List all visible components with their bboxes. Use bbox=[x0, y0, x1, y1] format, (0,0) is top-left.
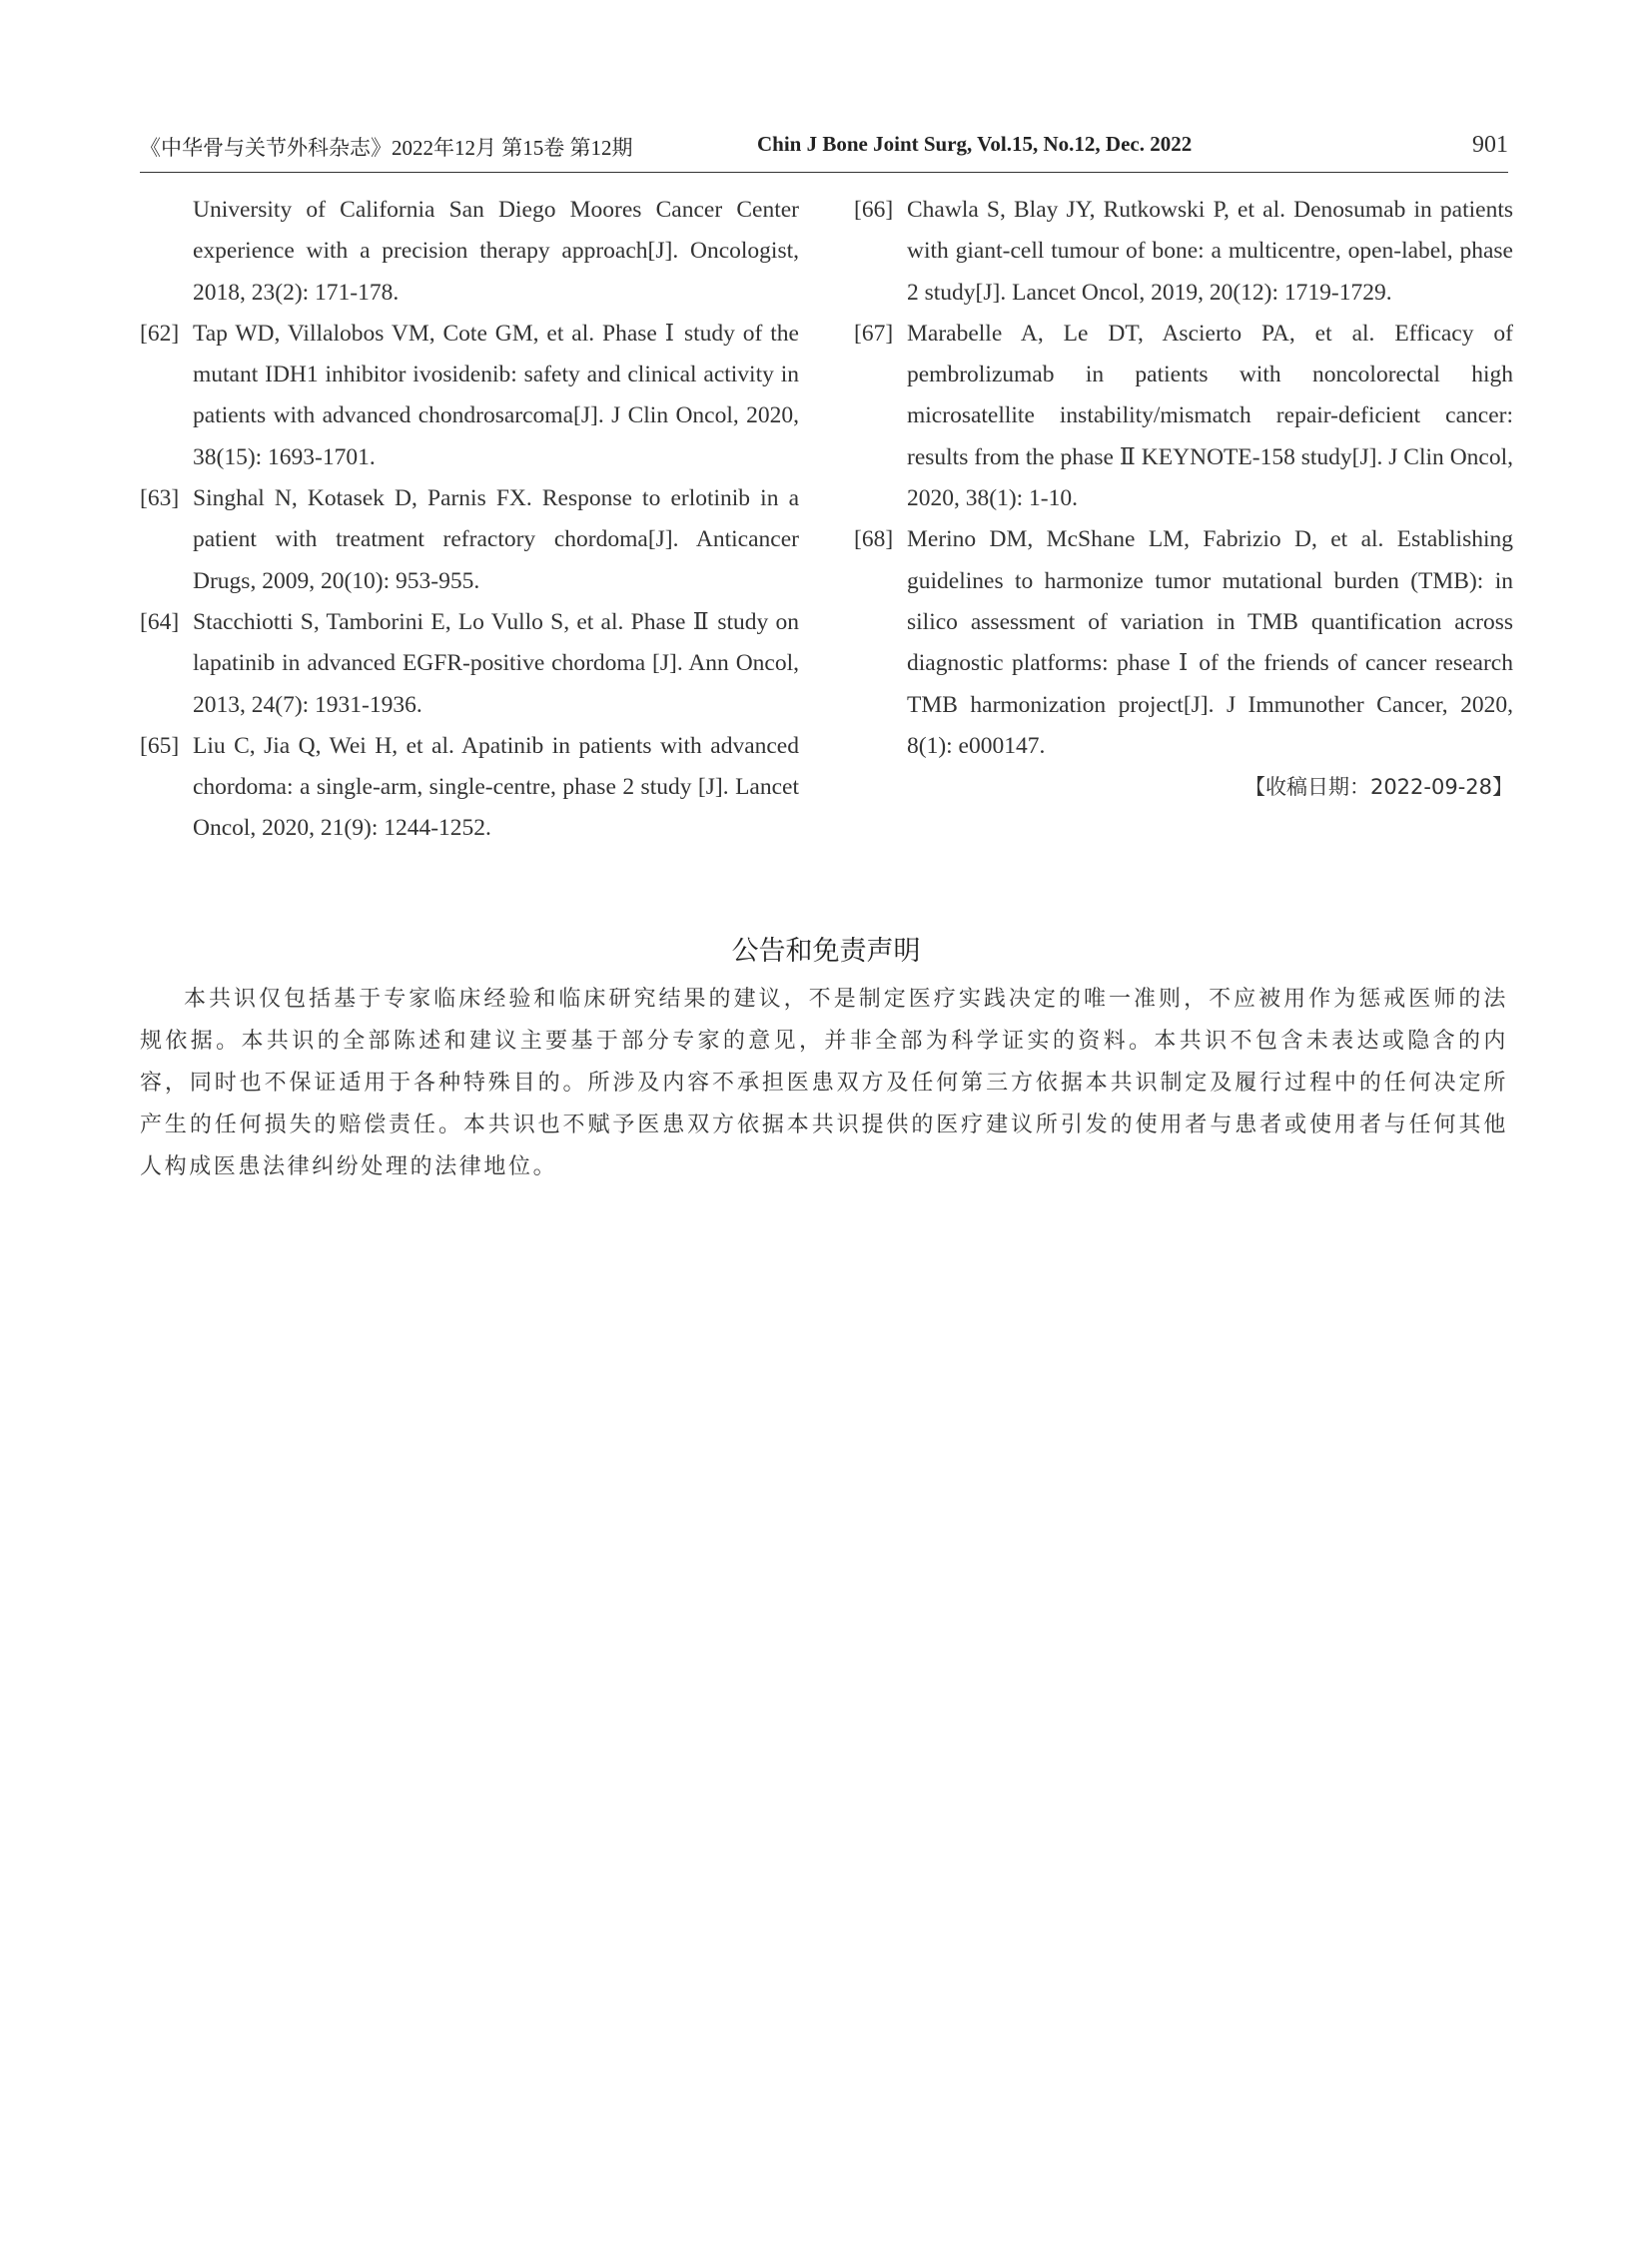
reference-number: [68] bbox=[854, 526, 894, 553]
page-header bbox=[140, 128, 1508, 173]
reference-68 bbox=[854, 519, 1513, 767]
reference-number: [62] bbox=[140, 320, 180, 347]
reference-66 bbox=[854, 190, 1513, 314]
reference-number: [63] bbox=[140, 485, 180, 512]
right-column bbox=[854, 190, 1513, 808]
reference-67 bbox=[854, 314, 1513, 519]
reference-number: [66] bbox=[854, 197, 894, 223]
reference-text: Merino DM, McShane LM, Fabrizio D, et al. Establishing guidelines to harmonize tumor mutational burden (TMB): in silico assessment of variation in TMB quantification across diagnostic platforms: phase Ⅰ of the friends of cancer research TMB harmonization project[J]. J Immunother Cancer, 2020, 8(1): e000147. bbox=[907, 526, 1513, 759]
reference-number: [64] bbox=[140, 608, 180, 635]
reference-text: Chawla S, Blay JY, Rutkowski P, et al. Denosumab in patients with giant-cell tumour of bone: a multicentre, open-label, phase 2 study[J]. Lancet Oncol, 2019, 20(12): 1719-1729. bbox=[907, 197, 1513, 306]
reference-62 bbox=[140, 314, 799, 478]
reference-64 bbox=[140, 602, 799, 726]
received-date: 【收稿日期：2022-09-28】 bbox=[1243, 775, 1513, 800]
reference-number: [65] bbox=[140, 732, 180, 759]
reference-65 bbox=[140, 726, 799, 850]
reference-text: University of California San Diego Moores Cancer Center experience with a precision therapy approach[J]. Oncologist, 2018, 23(2): 171-178. bbox=[193, 197, 799, 306]
page-number: 901 bbox=[1472, 132, 1508, 158]
reference-text: Marabelle A, Le DT, Ascierto PA, et al. Efficacy of pembrolizumab in patients with noncolorectal high microsatellite instability/mismatch repair-deficient cancer: results from the phase Ⅱ KEYNOTE-158 study[J]. J Clin Oncol, 2020, 38(1): 1-10. bbox=[907, 320, 1513, 512]
reference-text: Stacchiotti S, Tamborini E, Lo Vullo S, et al. Phase Ⅱ study on lapatinib in advanced EGFR-positive chordoma [J]. Ann Oncol, 2013, 24(7): 1931-1936. bbox=[193, 608, 799, 718]
reference-text: Singhal N, Kotasek D, Parnis FX. Response to erlotinib in a patient with treatment refractory chordoma[J]. Anticancer Drugs, 2009, 20(10): 953-955. bbox=[193, 485, 799, 594]
reference-63 bbox=[140, 478, 799, 602]
journal-title-english: Chin J Bone Joint Surg, Vol.15, No.12, Dec. 2022 bbox=[757, 132, 1193, 156]
notice-body: 本共识仅包括基于专家临床经验和临床研究结果的建议，不是制定医疗实践决定的唯一准则，不应被用作为惩戒医师的法规依据。本共识的全部陈述和建议主要基于部分专家的意见，并非全部为科学证实的资料。本共识不包含未表达或隐含的内容，同时也不保证适用于各种特殊目的。所涉及内容不承担医患双方及任何第三方依据本共识制定及履行过程中的任何决定所产生的任何损失的赔偿责任。本共识也不赋予医患双方依据本共识提供的医疗建议所引发的使用者与患者或使用者与任何其他人构成医患法律纠纷处理的法律地位。 bbox=[140, 987, 1508, 1179]
left-column bbox=[140, 190, 799, 850]
notice-title: 公告和免责声明 bbox=[731, 936, 921, 967]
reference-text: Tap WD, Villalobos VM, Cote GM, et al. Phase Ⅰ study of the mutant IDH1 inhibitor ivosidenib: safety and clinical activity in patients with advanced chondrosarcoma[J]. J Clin Oncol, 2020, 38(15): 1693-1701. bbox=[193, 320, 799, 470]
reference-text: Liu C, Jia Q, Wei H, et al. Apatinib in patients with advanced chordoma: a single-arm, single-centre, phase 2 study [J]. Lancet Oncol, 2020, 21(9): 1244-1252. bbox=[193, 732, 799, 842]
reference-number: [67] bbox=[854, 320, 894, 347]
reference-continuation bbox=[140, 190, 799, 314]
journal-title-chinese: 《中华骨与关节外科杂志》2022年12月 第15卷 第12期 bbox=[140, 136, 633, 160]
